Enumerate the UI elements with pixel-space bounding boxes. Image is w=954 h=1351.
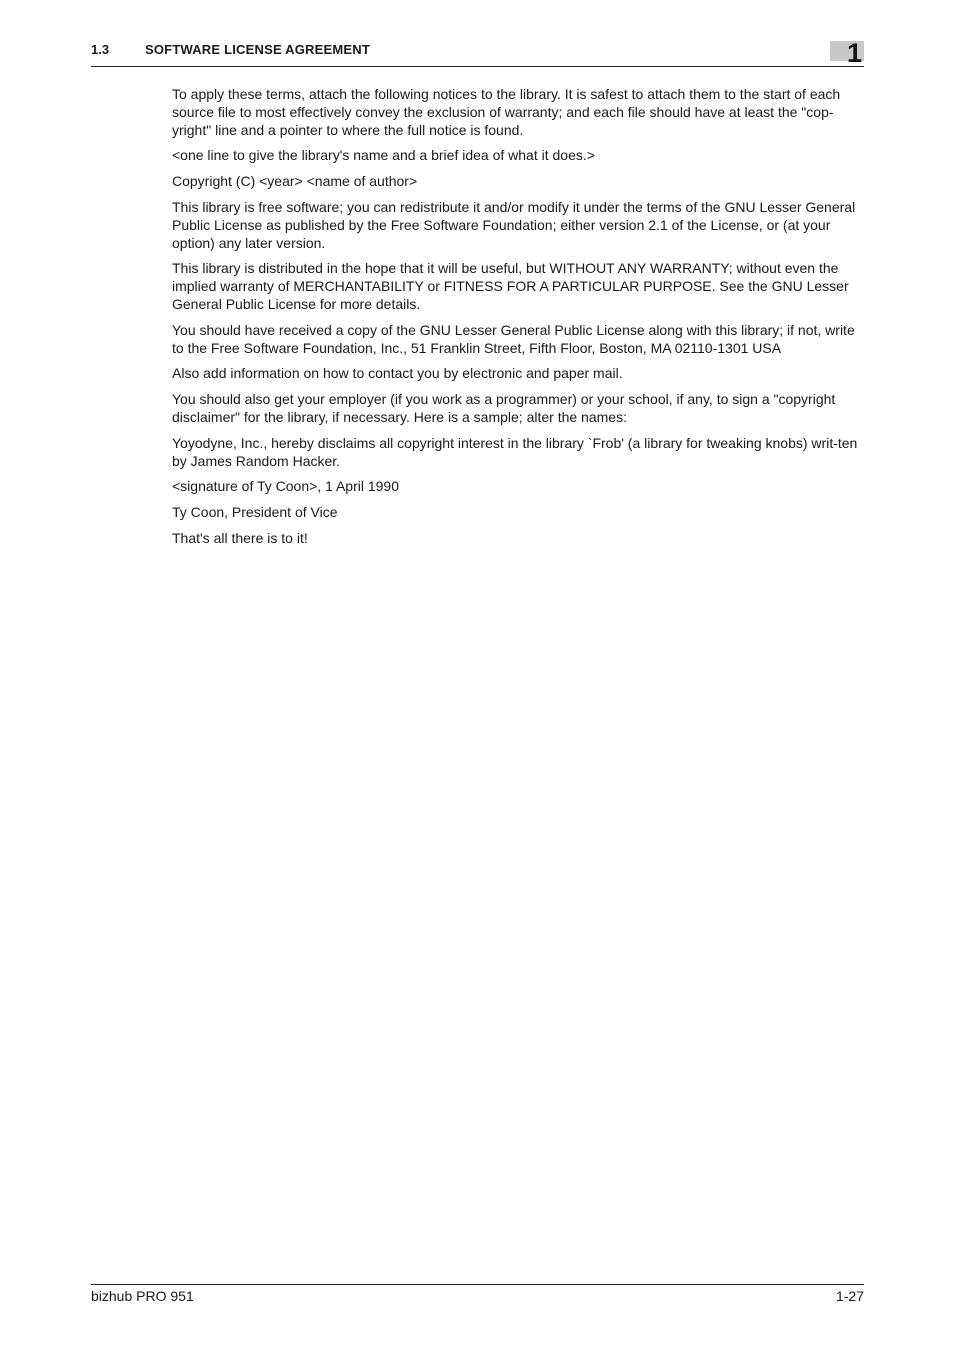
chapter-number: 1 [846,38,862,68]
paragraph-sample-disclaimer: Yoyodyne, Inc., hereby disclaims all copyright interest in the library `Frob' (a library for tweaking knobs) writ-ten by James Random Hacker. [172,434,858,469]
paragraph-signer-title: Ty Coon, President of Vice [172,504,338,521]
paragraph-closing: That's all there is to it! [172,529,308,546]
page-footer [91,1284,864,1309]
paragraph-contact-info: Also add information on how to contact you by electronic and paper mail. [172,365,623,382]
paragraph-signature: <signature of Ty Coon>, 1 April 1990 [172,478,400,495]
paragraph-copyright: Copyright (C) <year> <name of author> [172,173,418,190]
section-number: 1.3 [91,42,110,57]
page-header [91,40,864,67]
chapter-tab [830,38,864,68]
paragraph-received-copy: You should have received a copy of the GNU Lesser General Public License along with this library; if not, write to the Free Software Foundation, Inc., 51 Franklin Street, Fifth Floor, Boston, MA 02110-1301 USA [172,321,855,356]
paragraph-library-name: <one line to give the library's name and a brief idea of what it does.> [172,147,595,164]
product-name: bizhub PRO 951 [91,1288,194,1304]
paragraph-warranty: This library is distributed in the hope that it will be useful, but WITHOUT ANY WARRANTY; without even the implied warranty of MERCHANTABILITY or FITNESS FOR A PARTICULAR PURPOSE. See the GNU Lesser General Public License for more details. [172,260,849,312]
paragraph-free-software: This library is free software; you can redistribute it and/or modify it under the terms of the GNU Lesser General Public License as published by the Free Software Foundation; either version 2.1 of the License, or (at your option) any later version. [172,198,856,251]
paragraph-employer-disclaimer: You should also get your employer (if you work as a programmer) or your school, if any, to sign a "copyright disclaimer" for the library, if necessary. Here is a sample; alter the names: [172,391,836,425]
section-title: SOFTWARE LICENSE AGREEMENT [145,42,371,57]
page-number: 1-27 [835,1288,864,1304]
paragraph-apply-terms: To apply these terms, attach the following notices to the library. It is safest to attach them to the start of each source file to most effectively convey the exclusion of warranty; and each file should have at least the "cop-yright" line and a pointer to where the full notice is found. [172,86,841,138]
license-body [172,86,864,556]
